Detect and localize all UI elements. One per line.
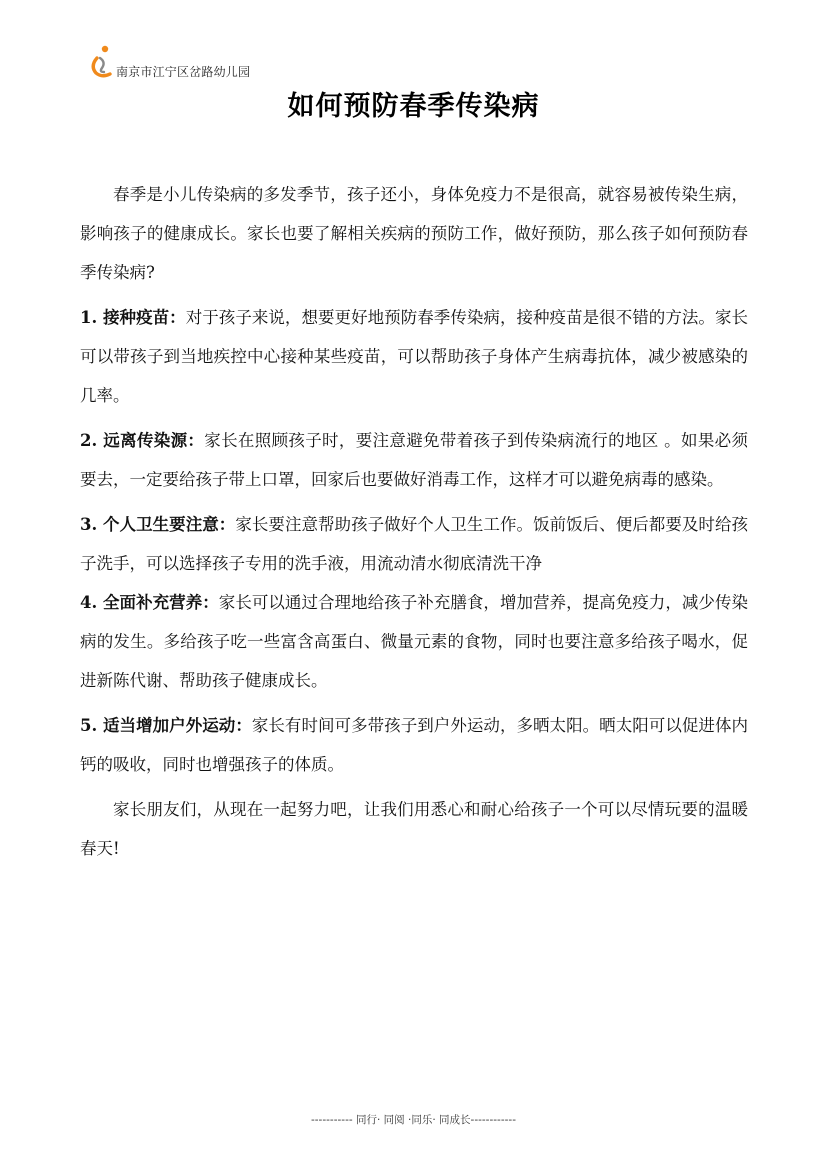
item-text: 对于孩子来说，想要更好地预防春季传染病，接种疫苗是很不错的方法。家长可以带孩子到当地疾控中心接种某些疫苗，可以帮助孩子身体产生病毒抗体，减少被感染的几率。 bbox=[80, 308, 748, 405]
item-heading: 4. 全面补充营养： bbox=[80, 593, 219, 612]
intro-paragraph: 春季是小儿传染病的多发季节，孩子还小，身体免疫力不是很高，就容易被传染生病，影响孩子的健康成长。家长也要了解相关疾病的预防工作，做好预防，那么孩子如何预防春季传染病? bbox=[80, 185, 748, 282]
closing-paragraph: 家长朋友们，从现在一起努力吧，让我们用悉心和耐心给孩子一个可以尽情玩要的温暖春天! bbox=[80, 800, 748, 858]
page-footer: ----------- 同行· 同阅 ·同乐· 同成长------------ bbox=[310, 1114, 516, 1126]
item-text: 家长有时间可多带孩子到户外运动，多晒太阳。晒太阳可以促进体内钙的吸收，同时也增强孩子的体质。 bbox=[80, 716, 748, 774]
item-heading: 2. 远离传染源： bbox=[80, 431, 205, 450]
item-heading: 5. 适当增加户外运动： bbox=[80, 716, 252, 735]
list-item bbox=[80, 421, 748, 499]
item-text: 家长在照顾孩子时，要注意避免带着孩子到传染病流行的地区 。如果必须要去，一定要给孩子带上口罩，回家后也要做好消毒工作，这样才可以避免病毒的感染。 bbox=[80, 431, 748, 489]
page-header bbox=[88, 44, 388, 80]
list-item bbox=[80, 706, 748, 784]
item-text: 家长要注意帮助孩子做好个人卫生工作。饭前饭后、便后都要及时给孩子洗手，可以选择孩子专用的洗手液，用流动清水彻底清洗干净 bbox=[80, 515, 748, 573]
item-heading: 1. 接种疫苗： bbox=[80, 308, 186, 327]
item-heading: 3. 个人卫生要注意： bbox=[80, 515, 236, 534]
article-body bbox=[80, 175, 748, 868]
list-item bbox=[80, 505, 748, 583]
item-text: 家长可以通过合理地给孩子补充膳食，增加营养，提高免疫力，减少传染病的发生。多给孩子吃一些富含高蛋白、微量元素的食物，同时也要注意多给孩子喝水，促进新陈代谢、帮助孩子健康成长。 bbox=[80, 593, 748, 690]
list-item bbox=[80, 298, 748, 415]
page-title: 如何预防春季传染病 bbox=[287, 91, 540, 122]
school-name: 南京市江宁区岔路幼儿园 bbox=[116, 65, 251, 79]
list-item bbox=[80, 583, 748, 700]
